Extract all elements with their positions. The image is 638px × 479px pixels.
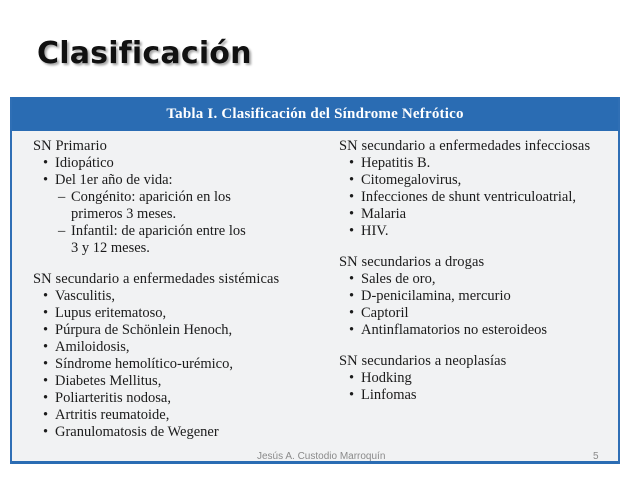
group-title: SN secundarios a neoplasías [339,353,507,369]
table-right-column [339,138,614,418]
classification-table [10,97,620,464]
list-item: • Vasculitis, [41,288,333,305]
list-item: • Amiloidosis, [41,339,333,356]
group-sn-infecciosas [339,138,614,240]
sub-item-text: Congénito: aparición en los [71,189,231,205]
group-title: SN secundarios a drogas [339,254,485,270]
table-left-column [33,138,333,455]
group-sn-primario [33,138,333,257]
list-item: • Síndrome hemolítico-urémico, [41,356,333,373]
list-item: • Malaria [347,206,614,223]
footer-author: Jesús A. Custodio Marroquín [257,451,386,462]
list-item: • HIV. [347,223,614,240]
sub-item-text: primeros 3 meses. [71,206,177,222]
list-item: • Antinflamatorios no esteroideos [347,322,614,339]
list-item: • D-penicilamina, mercurio [347,288,614,305]
sub-item-text: Infantil: de aparición entre los [71,223,246,239]
list-item: • Citomegalovirus, [347,172,614,189]
group-sn-drogas [339,254,614,339]
list-item: • Púrpura de Schönlein Henoch, [41,322,333,339]
list-item: • Lupus eritematoso, [41,305,333,322]
page-number: 5 [593,451,599,462]
list-item: • Artritis reumatoide, [41,407,333,424]
item-list [339,271,614,339]
list-item: • Hepatitis B. [347,155,614,172]
list-item: • Idiopático [41,155,333,172]
item-list [339,155,614,240]
list-item: • Linfomas [347,387,614,404]
group-title: SN secundario a enfermedades infecciosas [339,138,591,154]
item-list [339,370,614,404]
group-title: SN secundario a enfermedades sistémicas [33,271,280,287]
list-item: • Infecciones de shunt ventriculoatrial, [347,189,614,206]
slide-title: Clasificación [37,36,252,71]
item-list [33,288,333,441]
item-list [33,155,333,257]
list-item: • Granulomatosis de Wegener [41,424,333,441]
group-sn-neoplasias [339,353,614,404]
group-title: SN Primario [33,138,108,154]
list-item: • Diabetes Mellitus, [41,373,333,390]
list-item-label: Del 1er año de vida: [55,172,173,188]
group-sn-sistemicas [33,271,333,441]
sub-item-text: 3 y 12 meses. [71,240,150,256]
table-header: Tabla I. Clasificación del Síndrome Nefrótico [12,97,618,131]
sub-list-item: – Congénito: aparición en los primeros 3 meses. [58,189,231,222]
sub-list-item: – Infantil: de aparición entre los 3 y 12 meses. [58,223,246,256]
sub-item-list [55,189,333,257]
list-item: • Sales de oro, [347,271,614,288]
list-item: • Captoril [347,305,614,322]
list-item [41,172,333,257]
list-item: • Hodking [347,370,614,387]
list-item: • Poliarteritis nodosa, [41,390,333,407]
